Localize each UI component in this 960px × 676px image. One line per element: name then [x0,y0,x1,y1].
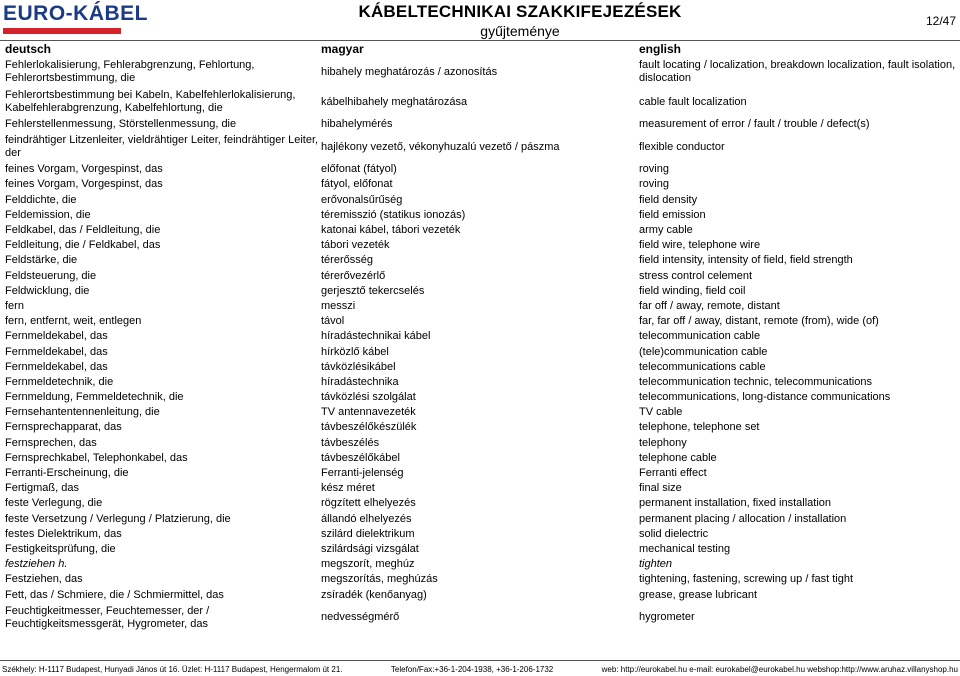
cell-en: field intensity, intensity of field, field strength [639,254,853,267]
cell-de: fern, entfernt, weit, entlegen [5,315,142,328]
cell-hu: távközlésikábel [321,360,396,373]
cell-hu: hibahelymérés [321,118,393,131]
cell-hu: távközlési szolgálat [321,391,416,404]
cell-de: Fehlerstellenmessung, Störstellenmessung, die [5,118,237,131]
cell-hu: megszorítás, meghúzás [321,573,438,586]
table-row [4,512,958,527]
cell-en: telecommunication cable [639,330,761,343]
cell-en: permanent installation, fixed installation [639,497,832,510]
cell-hu: távol [321,315,345,328]
cell-en: fault locating / localization, breakdown localization, fault isolation, dislocation [639,59,956,84]
table-row [4,117,958,132]
column-header-magyar: magyar [321,42,364,56]
cell-en: roving [639,178,669,191]
cell-de: Feldstärke, die [5,254,78,267]
cell-hu: távbeszélőkábel [321,451,400,464]
glossary-table [4,42,958,633]
cell-hu: zsíradék (kenőanyag) [321,588,427,601]
title: KÁBELTECHNIKAI SZAKKIFEJEZÉSEK [358,2,682,21]
table-row [4,253,958,268]
cell-hu: Ferranti-jelenség [321,467,404,480]
cell-en: field density [639,193,698,206]
footer-address: Székhely: H-1117 Budapest, Hunyadi János út 16. Üzlet: H-1117 Budapest, Hengermalom út 21. [2,665,343,674]
table-row [4,587,958,602]
cell-en: solid dielectric [639,527,709,540]
cell-hu: tábori vezeték [321,239,390,252]
cell-de: Fernsprechen, das [5,436,97,449]
table-row [4,466,958,481]
cell-en: (tele)communication cable [639,345,768,358]
cell-hu: megszorít, meghúz [321,558,415,571]
cell-en: far, far off / away, distant, remote (from), wide (of) [639,315,879,328]
cell-en: far off / away, remote, distant [639,299,780,312]
cell-hu: hajlékony vezető, vékonyhuzalú vezető / pászma [321,140,560,153]
cell-de: Feuchtigkeitmesser, Feuchtemesser, der / Feuchtigkeitsmessgerät, Hygrometer, das [5,604,210,630]
cell-en: tighten [639,558,673,571]
table-row [4,238,958,253]
cell-en: final size [639,482,682,495]
column-header-english: english [639,42,682,56]
subtitle: gyűjteménye [480,23,560,39]
page-number: 12/47 [925,14,956,28]
cell-hu: kábelhibahely meghatározása [321,95,468,108]
cell-hu: fátyol, előfonat [321,178,393,191]
cell-de: Feldemission, die [5,208,91,221]
cell-en: telecommunication technic, telecommunications [639,375,872,388]
cell-hu: erővonalsűrűség [321,193,403,206]
logo-text: EURO-KÁBEL [3,2,148,25]
table-row [4,177,958,192]
table-row [4,420,958,435]
cell-de: Feldkabel, das / Feldleitung, die [5,224,161,237]
cell-de: fern [5,299,24,312]
cell-de: Fernmeldetechnik, die [5,375,114,388]
table-row [4,603,958,633]
cell-hu: híradástechnika [321,375,399,388]
cell-de: Fernmeldekabel, das [5,330,108,343]
table-row [4,496,958,511]
cell-de: Fernsehantentennenleitung, die [5,406,160,419]
cell-en: grease, grease lubricant [639,588,758,601]
cell-de: Fernmeldung, Femmeldetechnik, die [5,391,184,404]
cell-de: Fernsprechapparat, das [5,421,122,434]
footer-web: web: http://eurokabel.hu e-mail: eurokabel@eurokabel.hu webshop:http://www.aruhaz.villanyshop.hu [601,665,958,674]
cell-en: TV cable [639,406,683,419]
cell-en: mechanical testing [639,542,731,555]
document-title [240,2,800,40]
cell-de: Felddichte, die [5,193,77,206]
cell-hu: messzi [321,299,356,312]
cell-hu: hibahely meghatározás / azonosítás [321,65,498,78]
table-row [4,329,958,344]
cell-de: feste Versetzung / Verlegung / Platzierung, die [5,512,231,525]
cell-en: measurement of error / fault / trouble / defect(s) [639,118,870,131]
cell-en: field emission [639,208,706,221]
table-row [4,314,958,329]
cell-de: Fertigmaß, das [5,482,79,495]
cell-en: Ferranti effect [639,467,707,480]
cell-en: telephony [639,436,687,449]
cell-en: field winding, field coil [639,284,746,297]
cell-de: Fernmeldekabel, das [5,345,108,358]
cell-hu: téremisszió (statikus ionozás) [321,208,466,221]
cell-hu: szilárd dielektrikum [321,527,415,540]
table-row [4,299,958,314]
cell-hu: rögzített elhelyezés [321,497,416,510]
table-header-row [4,42,958,57]
cell-de: Fernmeldekabel, das [5,360,108,373]
cell-hu: nedvességmérő [321,611,400,624]
cell-de: Festigkeitsprüfung, die [5,542,116,555]
table-row [4,481,958,496]
table-row [4,57,958,87]
cell-de: feindrähtiger Litzenleiter, vieldrähtiger Leiter, feindrähtiger Leiter, der [5,134,319,160]
table-row [4,269,958,284]
cell-hu: TV antennavezeték [321,406,416,419]
cell-de: Feldwicklung, die [5,284,90,297]
table-row [4,87,958,117]
cell-de: Fett, das / Schmiere, die / Schmiermittel, das [5,588,224,601]
cell-en: stress control celement [639,269,753,282]
table-row [4,542,958,557]
cell-hu: szilárdsági vizsgálat [321,542,419,555]
cell-en: telephone cable [639,451,717,464]
cell-de: festes Dielektrikum, das [5,527,122,540]
table-row [4,284,958,299]
cell-en: flexible conductor [639,140,725,153]
cell-de: Feldsteuerung, die [5,269,97,282]
header-divider [0,40,960,41]
table-row [4,572,958,587]
cell-en: army cable [639,224,693,237]
cell-hu: gerjesztő tekercselés [321,284,425,297]
cell-en: tightening, fastening, screwing up / fast tight [639,573,854,586]
logo-underline [3,28,121,34]
footer-divider [0,660,960,661]
cell-en: telecommunications cable [639,360,766,373]
cell-de: Fehlerortsbestimmung bei Kabeln, Kabelfehlerlokalisierung, Kabelfehlerabgrenzung, Kabelfehlortung, die [5,89,296,114]
cell-de: feines Vorgam, Vorgespinst, das [5,163,163,176]
cell-en: roving [639,163,669,176]
table-row [4,162,958,177]
table-row [4,344,958,359]
table-row [4,557,958,572]
table-row [4,527,958,542]
company-logo [3,2,148,37]
cell-hu: állandó elhelyezés [321,512,412,525]
cell-en: telephone, telephone set [639,421,760,434]
cell-hu: híradástechnikai kábel [321,330,431,343]
table-row [4,375,958,390]
cell-de: feste Verlegung, die [5,497,103,510]
footer-phone: Telefon/Fax:+36-1-204-1938, +36-1-206-1732 [390,665,554,674]
table-row [4,193,958,208]
table-row [4,223,958,238]
footer [2,665,958,674]
cell-de: Feldleitung, die / Feldkabel, das [5,239,161,252]
cell-hu: távbeszélőkészülék [321,421,417,434]
cell-en: cable fault localization [639,95,747,108]
cell-de: Fernsprechkabel, Telephonkabel, das [5,451,188,464]
table-row [4,132,958,162]
table-row [4,208,958,223]
cell-en: field wire, telephone wire [639,239,761,252]
cell-en: hygrometer [639,611,695,624]
table-row [4,390,958,405]
cell-hu: katonai kábel, tábori vezeték [321,224,461,237]
cell-de: feines Vorgam, Vorgespinst, das [5,178,163,191]
cell-en: permanent placing / allocation / installation [639,512,847,525]
cell-hu: előfonat (fátyol) [321,163,397,176]
table-row [4,405,958,420]
table-row [4,436,958,451]
cell-hu: távbeszélés [321,436,380,449]
table-row [4,360,958,375]
cell-hu: térerővezérlő [321,269,386,282]
cell-hu: hírközlő kábel [321,345,389,358]
cell-de: Ferranti-Erscheinung, die [5,467,129,480]
table-row [4,451,958,466]
cell-de: festziehen h. [5,558,68,571]
cell-hu: kész méret [321,482,375,495]
cell-de: Fehlerlokalisierung, Fehlerabgrenzung, Fehlortung, Fehlerortsbestimmung, die [5,59,255,84]
cell-en: telecommunications, long-distance communications [639,391,891,404]
column-header-deutsch: deutsch [5,42,52,56]
cell-hu: térerősség [321,254,373,267]
cell-de: Festziehen, das [5,573,83,586]
